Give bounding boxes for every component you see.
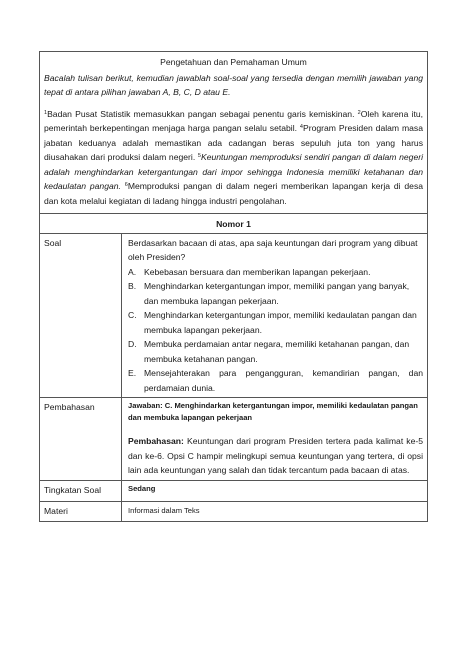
pembahasan-label: Pembahasan [40, 398, 122, 481]
sentence-number: 2 [357, 109, 361, 116]
sentence-number: 1 [44, 109, 48, 116]
answer-label: Jawaban: [128, 401, 163, 410]
instruction-text: Bacalah tulisan berikut, kemudian jawablah soal-soal yang tersedia dengan memilih jawaban yang tepat di antara pilihan jawaban A, B, C, D atau E. [44, 72, 424, 97]
sentence-1: Badan Pusat Statistik memasukkan pangan sebagai penentu garis kemiskinan. [47, 108, 358, 119]
sentence-2: Oleh karena itu, pemerintah berkepentingan menjaga harga pangan selalu setabil. [44, 108, 424, 133]
sentence-number: 6 [124, 182, 128, 188]
soal-row [40, 233, 428, 398]
option-letter: C. [128, 310, 137, 320]
answer-text: C. Menghindarkan ketergantungan impor, memiliki kedaulatan pangan dan membuka lapangan pekerjaan [128, 401, 418, 422]
sentence-5: Keuntungan memproduksi sendiri pangan di dalam negeri adalah menghindarkan ketergantungan dari impor sehingga Indonesia memiliki ketahanan dan kedaulatan pangan. [44, 152, 424, 191]
difficulty-value: Sedang [122, 480, 428, 502]
option-letter: B. [128, 281, 137, 291]
question-table [39, 51, 428, 522]
sentence-number: 4 [299, 124, 303, 130]
nomor-row [40, 214, 428, 234]
header-cell [40, 52, 428, 214]
option-text: Menghindarkan ketergantungan impor, memiliki kedaulatan pangan dan membuka lapangan pekerjaan. [144, 310, 417, 335]
option-letter: D. [128, 339, 137, 349]
sentence-4: Program Presiden dalam masa jabatan keduanya adalah memastikan ada cadangan beras sepuluh juta ton yang harus diusahakan dari produksi dalam negeri. [44, 123, 424, 162]
explanation-text: Keuntungan dari program Presiden tertera pada kalimat ke-5 dan ke-6. Opsi C hampir melingkupi semua keuntungan yang tertera, di opsi lain ada keuntungan yang salah dan tidak tercantum pada bacaan di atas. [128, 436, 424, 475]
option-text: Menghindarkan ketergantungan impor, memiliki pangan yang banyak, dan membuka lapangan pekerjaan. [144, 281, 410, 306]
sentence-6: Memproduksi pangan di dalam negeri memberikan lapangan kerja di desa dan kota melalui kegiatan di ladang hingga industri pengolahan. [44, 181, 424, 206]
option-e [128, 366, 423, 395]
question-number: Nomor 1 [40, 214, 428, 234]
option-text: Mensejahterakan para pengangguran, kemandirian pangan, dan perdamaian dunia. [144, 368, 424, 393]
option-a [128, 265, 423, 280]
question-text: Berdasarkan bacaan di atas, apa saja keuntungan dari program yang dibuat oleh Presiden? [128, 237, 418, 262]
document-page [39, 51, 427, 522]
header-row [40, 52, 428, 214]
explanation [128, 434, 423, 478]
pembahasan-row [40, 398, 428, 481]
sentence-number: 5 [197, 153, 201, 159]
option-d [128, 337, 423, 366]
answer-key [128, 400, 423, 424]
soal-label: Soal [40, 233, 122, 398]
materi-label: Materi [40, 502, 122, 522]
option-text: Kebebasan bersuara dan memberikan lapangan pekerjaan. [144, 266, 371, 277]
reading-passage [40, 100, 427, 214]
tingkatan-label: Tingkatan Soal [40, 480, 122, 502]
explanation-label: Pembahasan: [128, 436, 184, 446]
spacer [128, 424, 423, 434]
option-letter: E. [128, 368, 137, 378]
pembahasan-content [122, 398, 428, 481]
option-letter: A. [128, 266, 137, 277]
option-c [128, 308, 423, 337]
tingkatan-row [40, 480, 428, 502]
option-text: Membuka perdamaian antar negara, memiliki ketahanan pangan, dan membuka ketahanan pangan. [144, 339, 410, 364]
materi-row [40, 502, 428, 522]
section-title: Pengetahuan dan Pemahaman Umum [160, 57, 307, 67]
topic-value: Informasi dalam Teks [122, 502, 428, 522]
option-b [128, 279, 423, 308]
soal-content [122, 233, 428, 398]
